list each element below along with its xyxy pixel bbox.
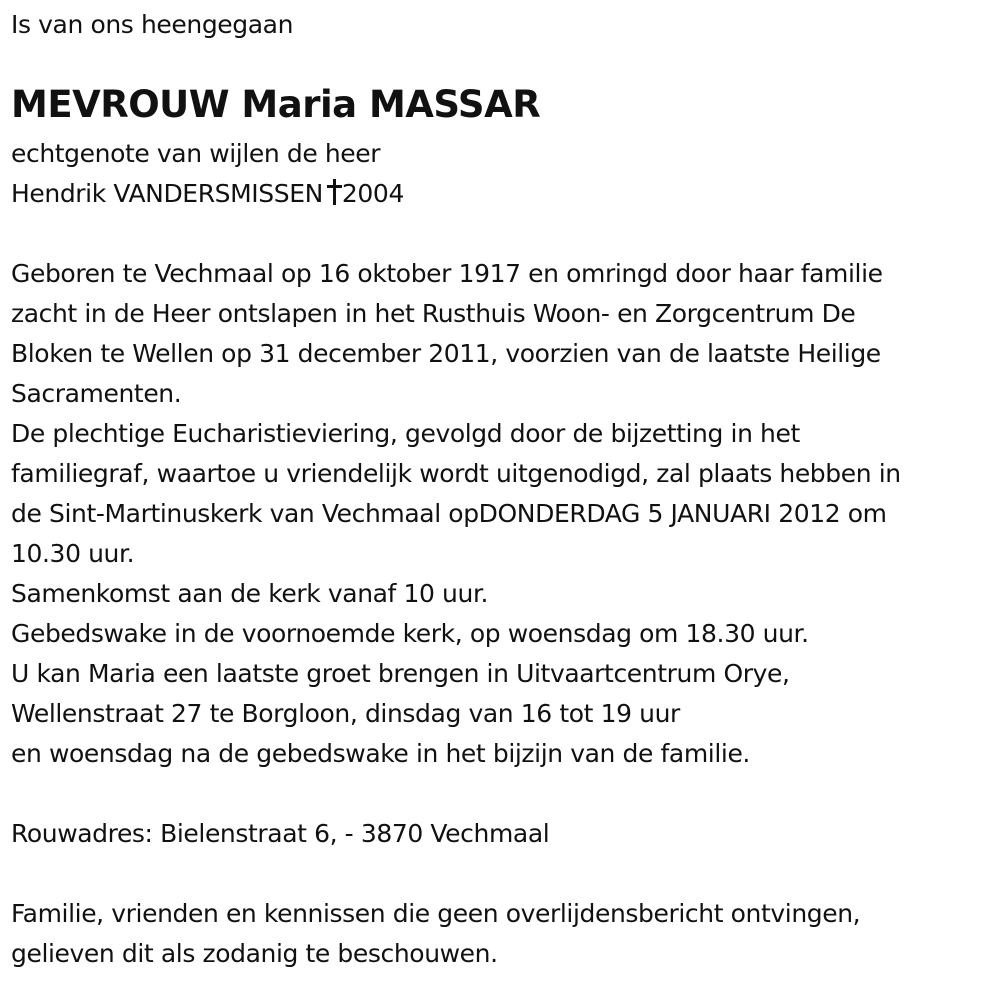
closing-line: Familie, vrienden en kennissen die geen overlijdensbericht ontvingen,: [11, 899, 861, 928]
cross-icon: [327, 179, 341, 205]
body-line: De plechtige Eucharistieviering, gevolgd door de bijzetting in het: [11, 419, 800, 448]
mourning-address: Rouwadres: Bielenstraat 6, - 3870 Vechmaal: [11, 819, 550, 848]
deceased-name: MEVROUW Maria MASSAR: [11, 83, 541, 126]
body-line: Samenkomst aan de kerk vanaf 10 uur.: [11, 579, 489, 608]
body-line: U kan Maria een laatste groet brengen in Uitvaartcentrum Orye,: [11, 659, 790, 688]
closing-note: [11, 894, 860, 974]
body-line: Gebedswake in de voornoemde kerk, op woensdag om 18.30 uur.: [11, 619, 809, 648]
spouse-death-year: 2004: [341, 179, 404, 208]
body-line: Sacramenten.: [11, 379, 182, 408]
notice-body: [11, 254, 901, 774]
body-line: zacht in de Heer ontslapen in het Rusthuis Woon- en Zorgcentrum De: [11, 299, 856, 328]
body-line: 10.30 uur.: [11, 539, 135, 568]
spouse-name: Hendrik VANDERSMISSEN: [11, 179, 323, 208]
body-line: Geboren te Vechmaal op 16 oktober 1917 en omringd door haar familie: [11, 259, 883, 288]
body-line: Bloken te Wellen op 31 december 2011, voorzien van de laatste Heilige: [11, 339, 881, 368]
intro-text: Is van ons heengegaan: [11, 10, 294, 39]
body-line: familiegraf, waartoe u vriendelijk wordt uitgenodigd, zal plaats hebben in: [11, 459, 901, 488]
body-line: en woensdag na de gebedswake in het bijzijn van de familie.: [11, 739, 750, 768]
body-line: Wellenstraat 27 te Borgloon, dinsdag van 16 tot 19 uur: [11, 699, 680, 728]
spouse-block: [11, 134, 404, 214]
spouse-name-line: [11, 174, 404, 214]
closing-line: gelieven dit als zodanig te beschouwen.: [11, 939, 498, 968]
body-line: de Sint-Martinuskerk van Vechmaal opDONDERDAG 5 JANUARI 2012 om: [11, 499, 887, 528]
spouse-intro-line: echtgenote van wijlen de heer: [11, 139, 381, 168]
